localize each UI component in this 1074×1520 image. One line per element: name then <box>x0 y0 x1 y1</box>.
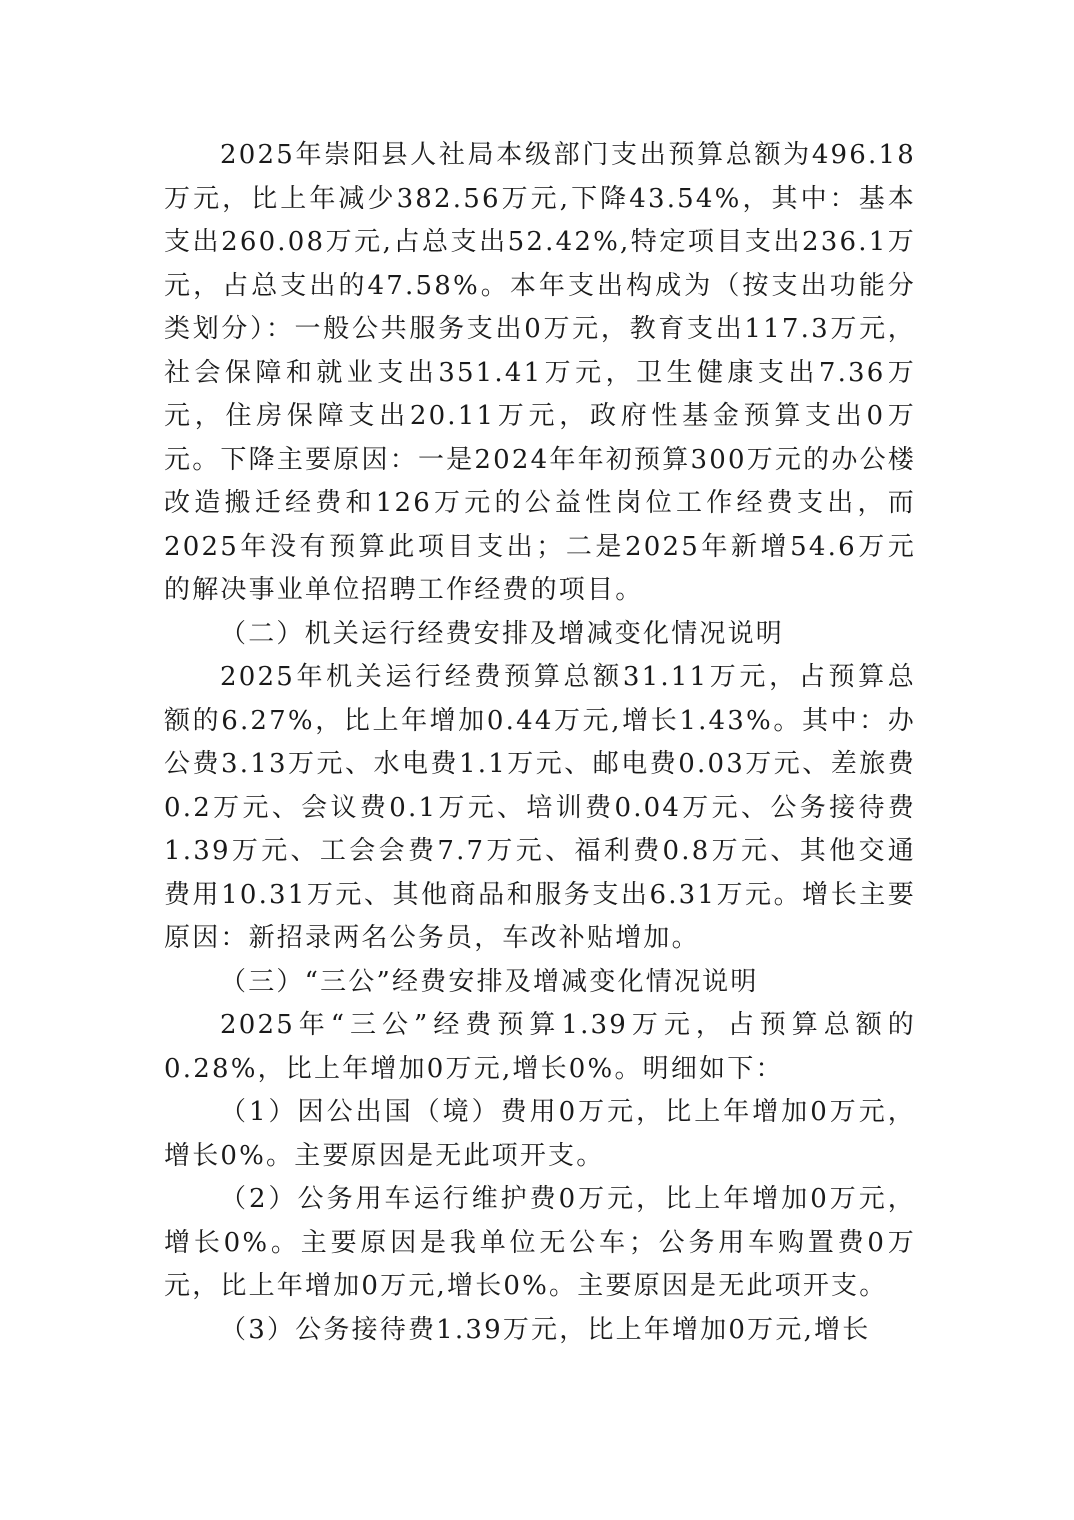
paragraph-three-public-total: 2025年“三公”经费预算1.39万元，占预算总额的0.28%，比上年增加0万元,增长0%。明细如下： <box>164 1010 916 1084</box>
document-body <box>164 134 916 1352</box>
paragraph-overseas-travel: （1）因公出国（境）费用0万元，比上年增加0万元，增长0%。主要原因是无此项开支。 <box>164 1097 916 1171</box>
paragraph-operating-funds: 2025年机关运行经费预算总额31.11万元，占预算总额的6.27%，比上年增加0.44万元,增长1.43%。其中：办公费3.13万元、水电费1.1万元、邮电费0.03万元、差旅费0.2万元、会议费0.1万元、培训费0.04万元、公务接待费1.39万元、工会会费7.7万元、福利费0.8万元、其他交通费用10.31万元、其他商品和服务支出6.31万元。增长主要原因：新招录两名公务员，车改补贴增加。 <box>164 662 916 953</box>
section-heading-operating-funds: （二）机关运行经费安排及增减变化情况说明 <box>220 618 785 649</box>
paragraph-official-vehicles: （2）公务用车运行维护费0万元，比上年增加0万元，增长0%。主要原因是我单位无公车；公务用车购置费0万元，比上年增加0万元,增长0%。主要原因是无此项开支。 <box>164 1184 916 1301</box>
paragraph-budget-total: 2025年崇阳县人社局本级部门支出预算总额为496.18万元，比上年减少382.56万元,下降43.54%，其中：基本支出260.08万元,占总支出52.42%,特定项目支出236.1万元，占总支出的47.58%。本年支出构成为（按支出功能分类划分）：一般公共服务支出0万元，教育支出117.3万元，社会保障和就业支出351.41万元，卫生健康支出7.36万元，住房保障支出20.11万元，政府性基金预算支出0万元。下降主要原因：一是2024年年初预算300万元的办公楼改造搬迁经费和126万元的公益性岗位工作经费支出，而2025年没有预算此项目支出；二是2025年新增54.6万元的解决事业单位招聘工作经费的项目。 <box>164 140 916 605</box>
section-heading-three-public: （三）“三公”经费安排及增减变化情况说明 <box>220 966 759 997</box>
paragraph-official-reception: （3）公务接待费1.39万元，比上年增加0万元,增长 <box>220 1314 871 1345</box>
